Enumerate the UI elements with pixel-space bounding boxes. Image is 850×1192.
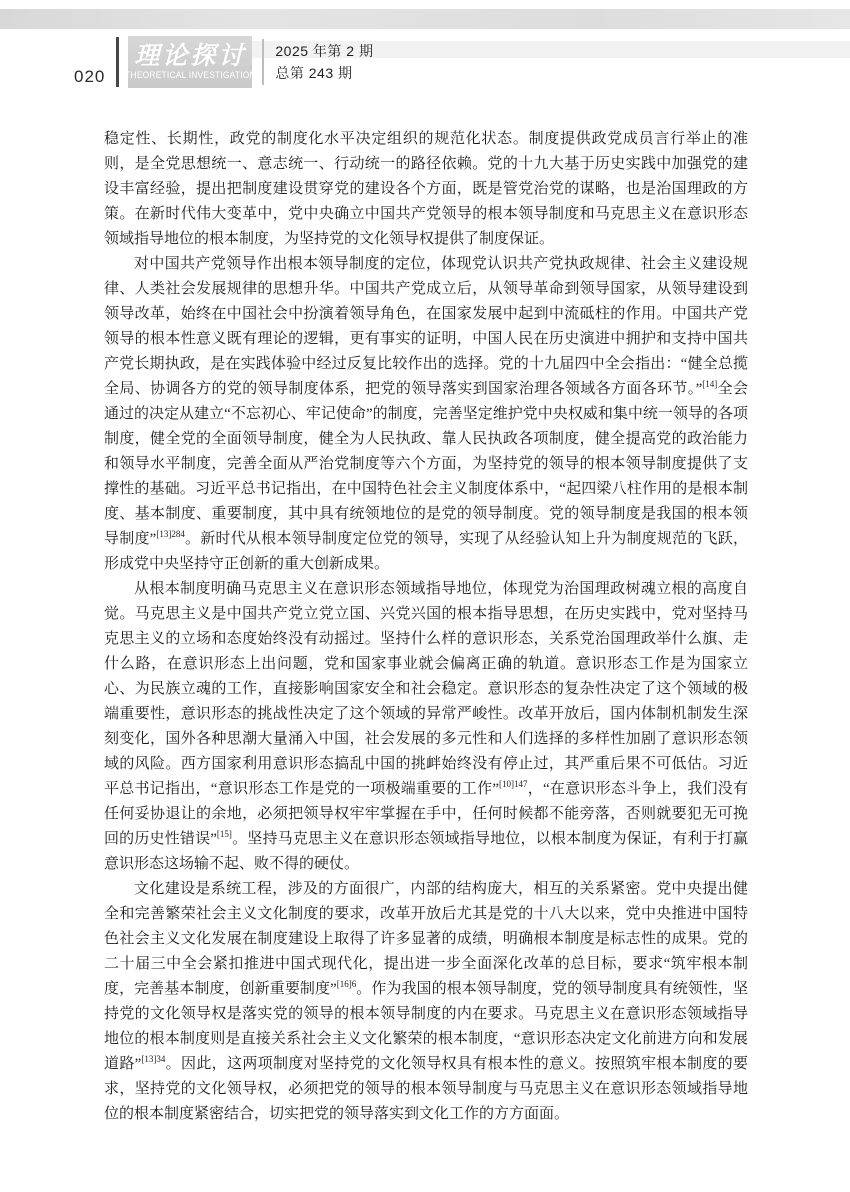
journal-logo — [125, 36, 256, 88]
citation-superscript: [10]147 — [498, 779, 528, 789]
journal-title-zh: 理论探讨 — [134, 42, 247, 70]
article-body — [104, 127, 748, 1127]
journal-title-en: THEORETICAL INVESTIGATION — [125, 69, 256, 80]
page-header — [74, 36, 373, 88]
issue-info — [275, 36, 373, 88]
issue-total-number: 总第 243 期 — [275, 65, 353, 81]
issue-number: 2025 年第 2 期 — [275, 43, 374, 59]
citation-superscript: [13]34 — [141, 1054, 166, 1064]
paragraph: 稳定性、长期性，政党的制度化水平决定组织的规范化状态。制度提供政党成员言行举止的准则，是全党思想统一、意志统一、行动统一的路径依赖。党的十九大基于历史实践中加强党的建设丰富经验，提出把制度建设贯穿党的建设各个方面，既是管党治党的谋略，也是治国理政的方策。在新时代伟大变革中，党中央确立中国共产党领导的根本领导制度和马克思主义在意识形态领域指导地位的根本制度，为坚持党的文化领导权提供了制度保证。 — [104, 131, 748, 247]
page-number: 020 — [74, 67, 106, 86]
citation-superscript: [16]6 — [336, 979, 357, 989]
paragraph: 对中国共产党领导作出根本领导制度的定位，体现党认识共产党执政规律、社会主义建设规律、人类社会发展规律的思想升华。中国共产党成立后，从领导革命到领导国家，从领导建设到领导改革，始终在中国社会中扮演着领导角色，在国家发展中起到中流砥柱的作用。中国共产党领导的根本性意义既有理论的逻辑，更有事实的证明，中国人民在历史演进中拥护和支持中国共产党长期执政，是在实践体验中经过反复比较作出的选择。党的十九届四中全会指出：“健全总揽全局、协调各方的党的领导制度体系，把党的领导落实到国家治理各领域各方面各环节。”[14]全会通过的决定从建立“不忘初心、牢记使命”的制度，完善坚定维护党中央权威和集中统一领导的各项制度，健全党的全面领导制度，健全为人民执政、靠人民执政各项制度，健全提高党的政治能力和领导水平制度，完善全面从严治党制度等六个方面，为坚持党的领导的根本领导制度提供了支撑性的基础。习近平总书记指出，在中国特色社会主义制度体系中，“起四梁八柱作用的是根本制度、基本制度、重要制度，其中具有统领地位的是党的领导制度。党的领导制度是我国的根本领导制度”$^{[13]284}$。新时代从根本领导制度定位党的领导，实现了从经验认知上升为制度规范的飞跃，形成党中央坚持守正创新的重大创新成果。 — [104, 256, 748, 572]
citation-superscript: [13]284 — [156, 529, 185, 539]
citation-superscript: [15] — [216, 829, 232, 839]
paragraph: 从根本制度明确马克思主义在意识形态领域指导地位，体现党为治国理政树魂立根的高度自觉。马克思主义是中国共产党立党立国、兴党兴国的根本指导思想，在历史实践中，党对坚持马克思主义的立场和态度始终没有动摇过。坚持什么样的意识形态，关系党治国理政举什么旗、走什么路，在意识形态上出问题，党和国家事业就会偏离正确的轨道。意识形态工作是为国家立心、为民族立魂的工作，直接影响国家安全和社会稳定。意识形态的复杂性决定了这个领域的极端重要性，意识形态的挑战性决定了这个领域的异常严峻性。改革开放后，国内体制机制发生深刻变化，国外各种思潮大量涌入中国，社会发展的多元性和人们选择的多样性加剧了意识形态领域的风险。西方国家利用意识形态搞乱中国的挑衅始终没有停止过，其严重后果不可低估。习近平总书记指出，“意识形态工作是党的一项极端重要的工作”$^{[10]147}$，“在意识形态斗争上，我们没有任何妥协退让的余地，必须把领导权牢牢掌握在手中，任何时候都不能旁落，否则就要犯无可挽回的历史性错误”[15]。坚持马克思主义在意识形态领域指导地位，以根本制度为保证，有利于打赢意识形态这场输不起、败不得的硬仗。 — [104, 581, 748, 872]
header-divider-dark — [116, 37, 119, 87]
paragraph: 文化建设是系统工程，涉及的方面很广，内部的结构庞大，相互的关系紧密。党中央提出健全和完善繁荣社会主义文化制度的要求，改革开放后尤其是党的十八大以来，党中央推进中国特色社会主义文化发展在制度建设上取得了许多显著的成绩，明确根本制度是标志性的成果。党的二十届三中全会紧扣推进中国式现代化，提出进一步全面深化改革的总目标，要求“筑牢根本制度，完善基本制度，创新重要制度”$^{[16]6}$。作为我国的根本领导制度，党的领导制度具有统领性，坚持党的文化领导权是落实党的领导的根本领导制度的内在要求。马克思主义在意识形态领域指导地位的根本制度则是直接关系社会主义文化繁荣的根本制度，“意识形态决定文化前进方向和发展道路”$^{[13]34}$。因此，这两项制度对坚持党的文化领导权具有根本性的意义。按照筑牢根本制度的要求，坚持党的文化领导权，必须把党的领导的根本领导制度与马克思主义在意识形态领域指导地位的根本制度紧密结合，切实把党的领导落实到文化工作的方方面面。 — [104, 881, 748, 1122]
header-divider-light — [262, 39, 264, 85]
citation-superscript: [14] — [702, 379, 718, 389]
scan-top-band — [0, 9, 850, 29]
